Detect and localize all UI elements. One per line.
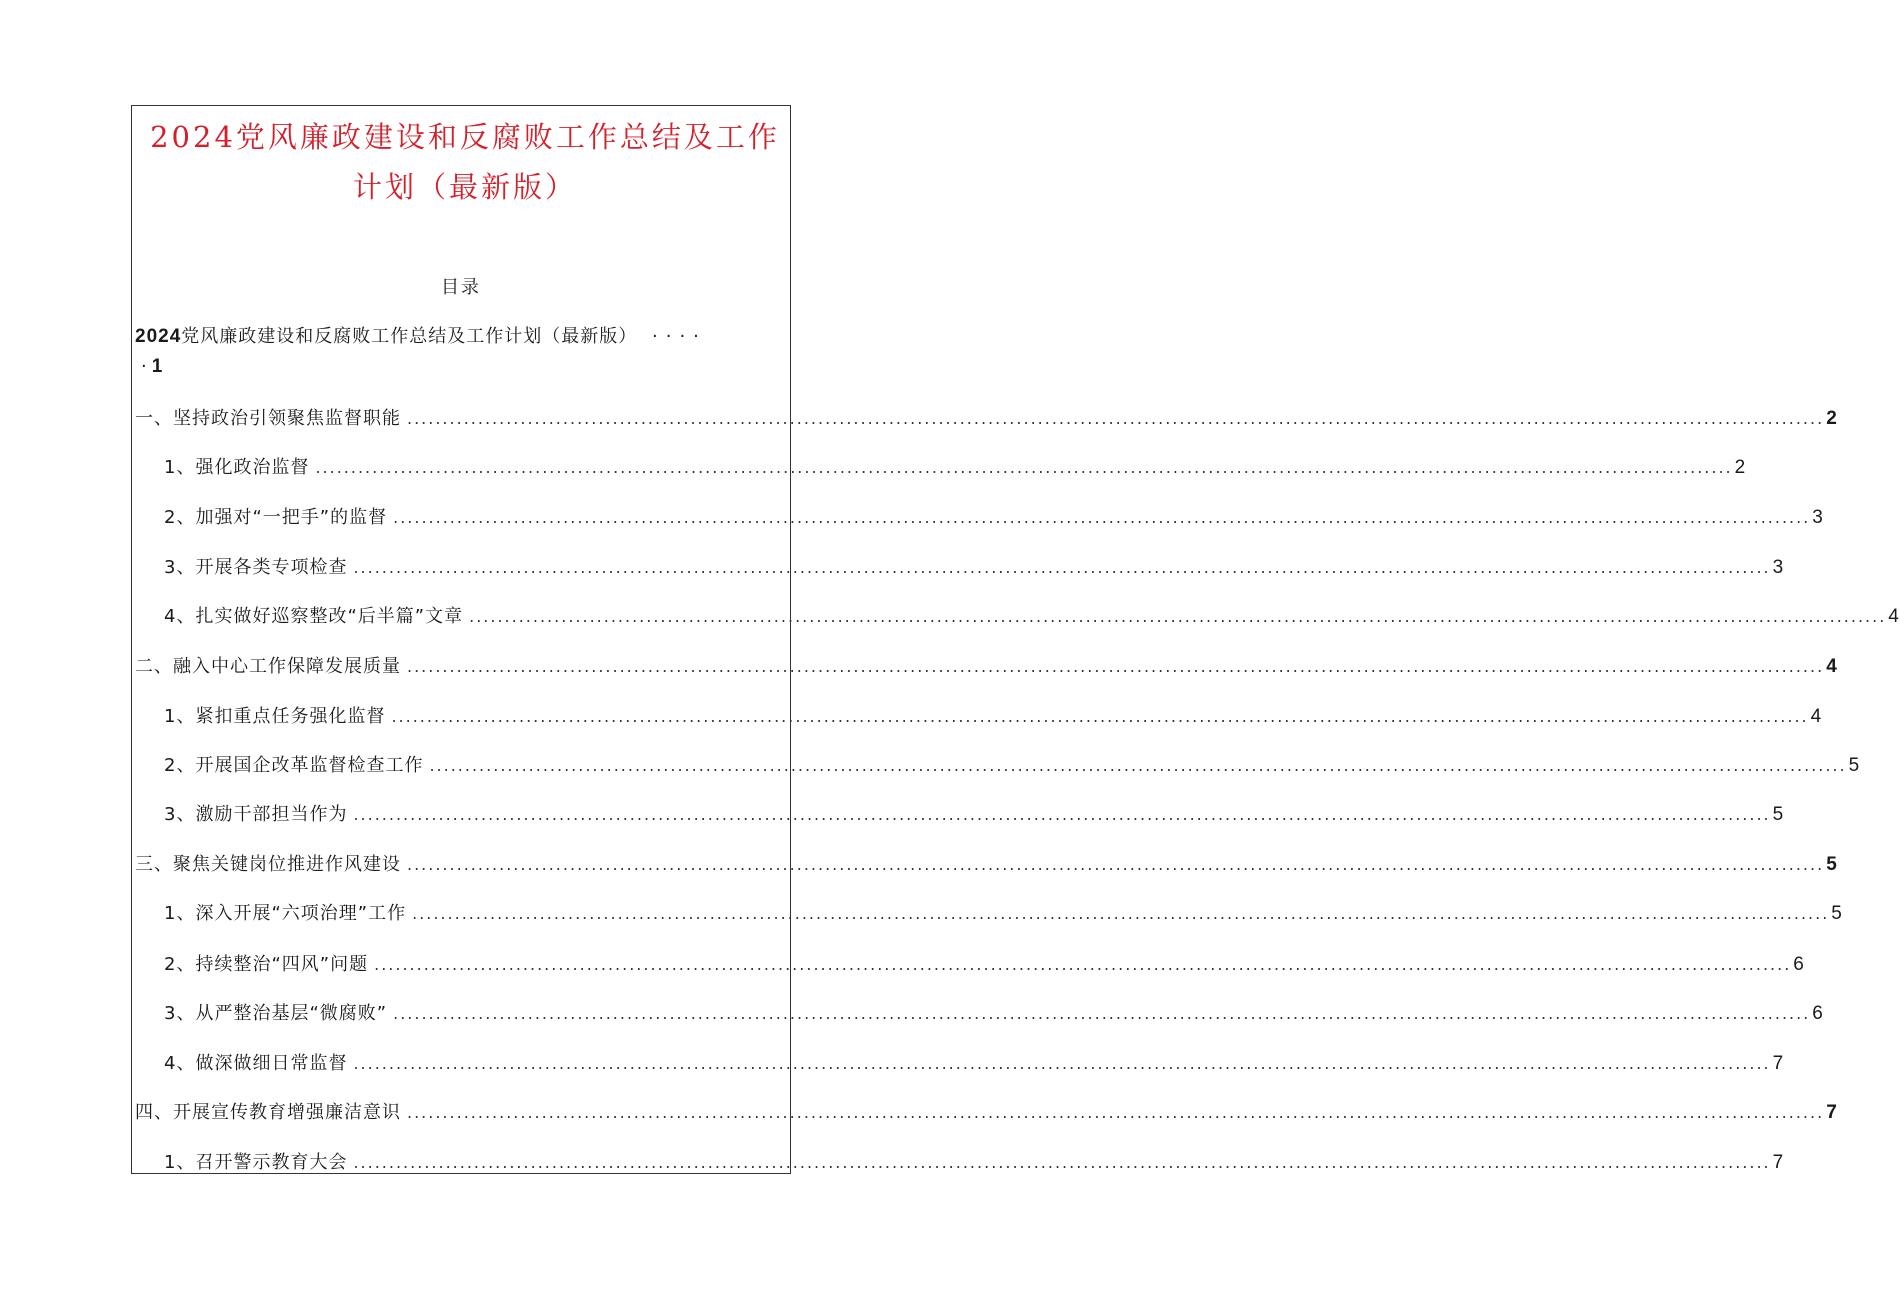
toc-entry-label: 三、聚焦关键岗位推进作风建设 bbox=[135, 854, 401, 875]
toc-main-label: 党风廉政建设和反腐败工作总结及工作计划（最新版） bbox=[181, 326, 638, 347]
toc-leader-dots: ........................................................................................................................................................................................................ bbox=[353, 558, 1771, 577]
toc-leader-dots: ........................................................................................................................................................................................................ bbox=[315, 458, 1733, 477]
toc-entry[interactable] bbox=[135, 404, 1838, 430]
toc-leader-dots: ........................................................................................................................................................................................................ bbox=[407, 855, 1825, 874]
toc-entry-label: 二、融入中心工作保障发展质量 bbox=[135, 656, 401, 677]
toc-entry-label: 3、开展各类专项检查 bbox=[164, 557, 348, 578]
toc-entry-page: 3 bbox=[1772, 557, 1785, 578]
toc-leader-dots: ........................................................................................................................................................................................................ bbox=[374, 955, 1792, 974]
toc-entry[interactable] bbox=[164, 702, 1823, 728]
toc-entry[interactable] bbox=[164, 950, 1805, 976]
toc-entry-label: 2、持续整治“四风”问题 bbox=[164, 954, 369, 975]
toc-entry-page: 3 bbox=[1812, 507, 1824, 528]
toc-main-year: 2024 bbox=[135, 326, 182, 347]
toc-leader-dots: ........................................................................................................................................................................................................ bbox=[407, 409, 1825, 428]
toc-entry-label: 3、激励干部担当作为 bbox=[164, 804, 348, 825]
toc-entry[interactable] bbox=[135, 1098, 1838, 1124]
toc-main-leader-cont: · bbox=[141, 356, 148, 377]
toc-leader-dots: ........................................................................................................................................................................................................ bbox=[412, 904, 1830, 923]
toc-entry[interactable] bbox=[164, 800, 1785, 826]
toc-leader-dots: ........................................................................................................................................................................................................ bbox=[469, 607, 1887, 626]
toc-entry-page: 7 bbox=[1772, 1152, 1785, 1173]
toc-entry[interactable] bbox=[164, 602, 1900, 628]
toc-entry-label: 1、深入开展“六项治理”工作 bbox=[164, 903, 407, 924]
toc-entry-label: 一、坚持政治引领聚焦监督职能 bbox=[135, 408, 401, 429]
toc-leader-dots: ........................................................................................................................................................................................................ bbox=[393, 1004, 1811, 1023]
toc-leader-dots: ........................................................................................................................................................................................................ bbox=[407, 657, 1825, 676]
toc-leader-dots: ........................................................................................................................................................................................................ bbox=[353, 1153, 1771, 1172]
toc-leader-dots: ........................................................................................................................................................................................................ bbox=[391, 707, 1809, 726]
toc-leader-dots: ........................................................................................................................................................................................................ bbox=[407, 1103, 1825, 1122]
toc-entry-page: 5 bbox=[1826, 854, 1838, 875]
toc-main-entry[interactable] bbox=[135, 322, 785, 382]
toc-main-leader: ···· bbox=[652, 326, 707, 347]
toc-entry-page: 2 bbox=[1734, 457, 1747, 478]
toc-entry-page: 2 bbox=[1826, 408, 1838, 429]
toc-entry-label: 4、做深做细日常监督 bbox=[164, 1053, 348, 1074]
toc-entry-page: 4 bbox=[1810, 706, 1823, 727]
toc-entry[interactable] bbox=[164, 1148, 1785, 1174]
toc-leader-dots: ........................................................................................................................................................................................................ bbox=[353, 805, 1771, 824]
toc-entry-page: 4 bbox=[1826, 656, 1838, 677]
toc-entry[interactable] bbox=[164, 751, 1861, 777]
toc-leader-dots: ........................................................................................................................................................................................................ bbox=[393, 508, 1811, 527]
toc-entry-label: 1、强化政治监督 bbox=[164, 457, 310, 478]
toc-entry[interactable] bbox=[164, 999, 1824, 1025]
toc-entry-label: 四、开展宣传教育增强廉洁意识 bbox=[135, 1102, 401, 1123]
toc-entry[interactable] bbox=[135, 850, 1838, 876]
toc-entry[interactable] bbox=[164, 1049, 1785, 1075]
toc-entry-label: 4、扎实做好巡察整改“后半篇”文章 bbox=[164, 606, 464, 627]
toc-entry[interactable] bbox=[164, 503, 1824, 529]
toc-entry-label: 2、加强对“一把手”的监督 bbox=[164, 507, 388, 528]
toc-entry[interactable] bbox=[164, 553, 1785, 579]
toc-main-page: 1 bbox=[151, 356, 164, 377]
toc-entry-page: 7 bbox=[1772, 1053, 1785, 1074]
toc-heading: 目录 bbox=[441, 277, 481, 298]
toc-entry-label: 3、从严整治基层“微腐败” bbox=[164, 1003, 388, 1024]
toc-entry-page: 5 bbox=[1848, 755, 1861, 776]
toc-entry-label: 2、开展国企改革监督检查工作 bbox=[164, 755, 424, 776]
toc-entry-page: 5 bbox=[1772, 804, 1785, 825]
toc-leader-dots: ........................................................................................................................................................................................................ bbox=[353, 1054, 1771, 1073]
toc-entry-page: 6 bbox=[1793, 954, 1805, 975]
toc-entry-page: 4 bbox=[1888, 606, 1900, 627]
toc-entry[interactable] bbox=[164, 899, 1843, 925]
toc-entry-page: 6 bbox=[1812, 1003, 1824, 1024]
toc-entry[interactable] bbox=[135, 652, 1838, 678]
toc-leader-dots: ........................................................................................................................................................................................................ bbox=[429, 756, 1847, 775]
toc-entry-page: 5 bbox=[1831, 903, 1843, 924]
toc-entry[interactable] bbox=[164, 453, 1747, 479]
toc-entry-page: 7 bbox=[1826, 1102, 1838, 1123]
toc-entry-label: 1、召开警示教育大会 bbox=[164, 1152, 348, 1173]
toc-entry-label: 1、紧扣重点任务强化监督 bbox=[164, 706, 386, 727]
document-title: 2024党风廉政建设和反腐败工作总结及工作计划（最新版） bbox=[150, 120, 780, 204]
